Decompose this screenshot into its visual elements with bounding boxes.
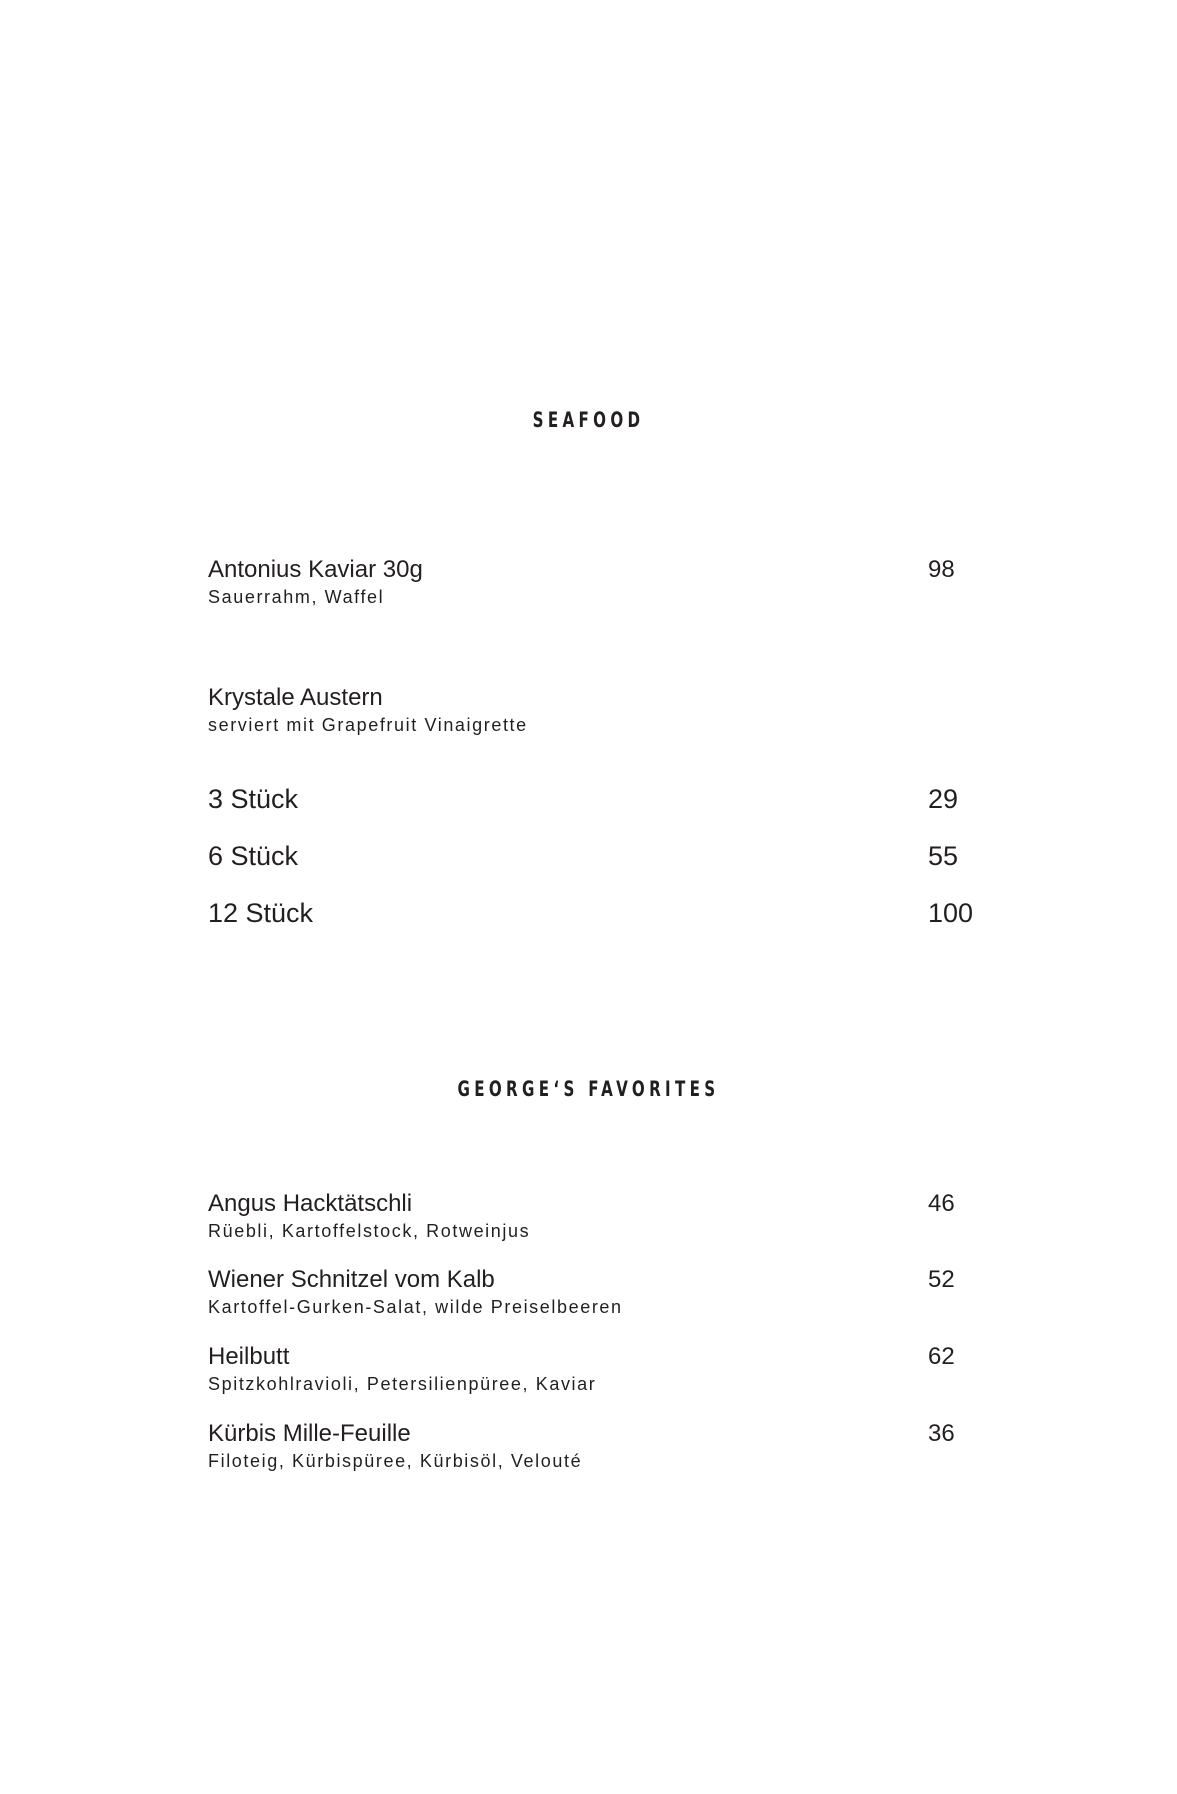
section-heading-seafood: SEAFOOD	[532, 408, 645, 432]
menu-item-kuerbis	[208, 1420, 978, 1473]
menu-item-hacktaetschli	[208, 1190, 978, 1243]
portion-price: 100	[928, 898, 974, 928]
item-price: 62	[928, 1343, 955, 1370]
item-name: Kürbis Mille-Feuille	[208, 1420, 411, 1447]
item-description: Rüebli, Kartoffelstock, Rotweinjus	[208, 1221, 531, 1241]
item-name: Angus Hacktätschli	[208, 1190, 413, 1217]
menu-item-kaviar	[208, 556, 978, 609]
portion-row	[208, 897, 978, 929]
portion-price: 29	[928, 784, 959, 814]
item-name: Wiener Schnitzel vom Kalb	[208, 1266, 495, 1293]
item-description: serviert mit Grapefruit Vinaigrette	[208, 715, 528, 735]
portion-label: 6 Stück	[208, 841, 299, 871]
portion-label: 12 Stück	[208, 898, 314, 928]
item-name: Heilbutt	[208, 1343, 290, 1370]
item-description: Spitzkohlravioli, Petersilienpüree, Kaviar	[208, 1374, 597, 1394]
portion-price: 55	[928, 841, 959, 871]
section-heading-favorites: GEORGE‘S FAVORITES	[457, 1077, 720, 1101]
item-price: 52	[928, 1266, 955, 1293]
menu-item-schnitzel	[208, 1266, 978, 1319]
portion-row	[208, 783, 978, 815]
item-description: Filoteig, Kürbispüree, Kürbisöl, Velouté	[208, 1451, 583, 1471]
item-description: Sauerrahm, Waffel	[208, 587, 385, 607]
item-price: 98	[928, 556, 955, 583]
item-name: Krystale Austern	[208, 684, 383, 711]
item-price: 36	[928, 1420, 955, 1447]
item-price: 46	[928, 1190, 955, 1217]
portion-row	[208, 840, 978, 872]
menu-item-austern	[208, 684, 978, 737]
item-description: Kartoffel-Gurken-Salat, wilde Preiselbeeren	[208, 1297, 623, 1317]
portion-label: 3 Stück	[208, 784, 299, 814]
item-name: Antonius Kaviar 30g	[208, 556, 423, 583]
menu-item-heilbutt	[208, 1343, 978, 1396]
